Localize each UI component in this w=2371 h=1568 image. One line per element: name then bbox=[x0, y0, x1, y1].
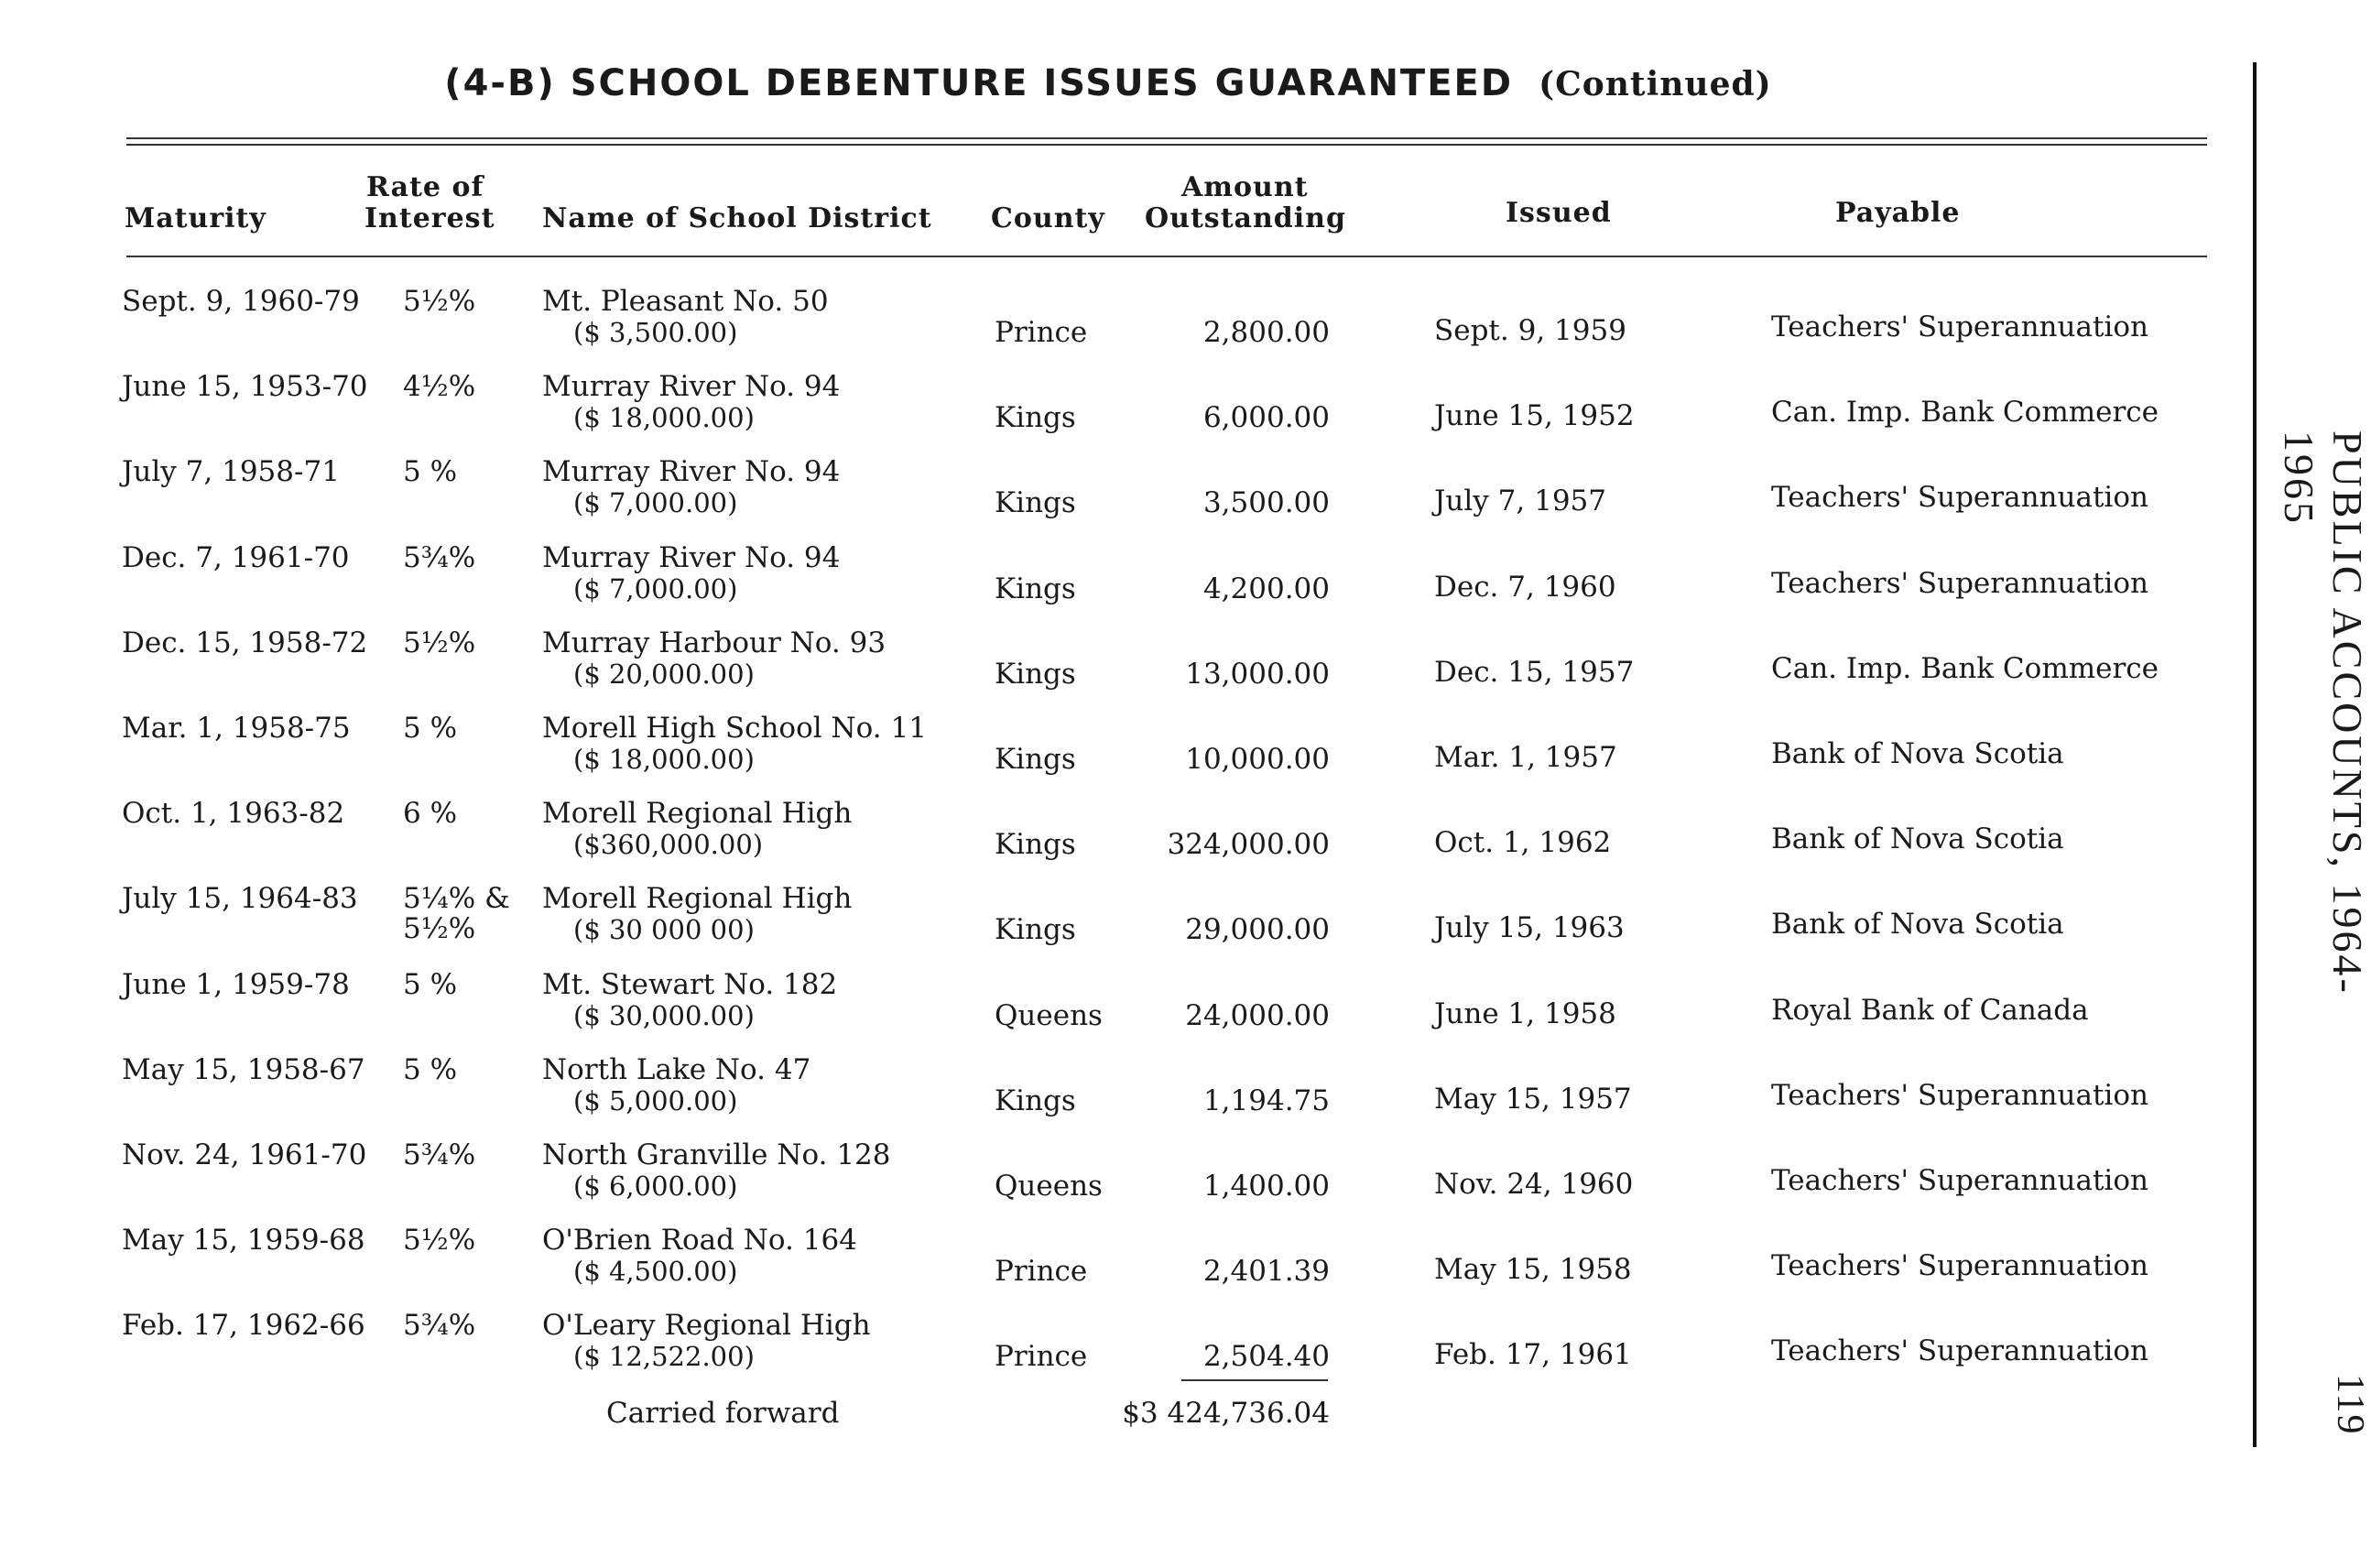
cell-maturity: July 7, 1958-71 bbox=[122, 455, 340, 488]
cell-original-amount: ($ 5,000.00) bbox=[573, 1085, 738, 1116]
header-rule bbox=[126, 256, 2207, 257]
carried-forward-total: $3 424,736.04 bbox=[1122, 1397, 1330, 1430]
cell-issued: July 7, 1957 bbox=[1434, 485, 1606, 517]
cell-district: Mt. Pleasant No. 50 bbox=[542, 285, 829, 318]
cell-maturity: Dec. 7, 1961-70 bbox=[122, 541, 350, 574]
cell-payable: Teachers' Superannuation bbox=[1771, 567, 2148, 600]
cell-maturity: June 15, 1953-70 bbox=[122, 370, 368, 403]
cell-rate: 5 % bbox=[403, 712, 458, 745]
cell-maturity: Dec. 15, 1958-72 bbox=[122, 626, 368, 659]
cell-amount-outstanding: 2,504.40 bbox=[1202, 1340, 1330, 1373]
top-rule-1 bbox=[126, 137, 2207, 139]
cell-maturity: Oct. 1, 1963-82 bbox=[122, 797, 345, 830]
cell-county: Queens bbox=[995, 1170, 1103, 1203]
top-rule-2 bbox=[126, 144, 2207, 146]
page-title bbox=[0, 62, 2216, 104]
cell-district: North Lake No. 47 bbox=[542, 1053, 811, 1086]
header-county: County bbox=[991, 202, 1105, 234]
carried-forward-label: Carried forward bbox=[606, 1397, 840, 1430]
cell-amount-outstanding: 2,800.00 bbox=[1202, 316, 1330, 349]
cell-issued: May 15, 1957 bbox=[1434, 1083, 1632, 1116]
cell-maturity: July 15, 1964-83 bbox=[122, 882, 358, 915]
cell-payable: Bank of Nova Scotia bbox=[1771, 822, 2064, 855]
cell-original-amount: ($ 4,500.00) bbox=[573, 1256, 738, 1287]
cell-district: Mt. Stewart No. 182 bbox=[542, 968, 838, 1001]
cell-district: O'Leary Regional High bbox=[542, 1309, 871, 1342]
cell-county: Kings bbox=[995, 572, 1076, 605]
cell-payable: Teachers' Superannuation bbox=[1771, 1079, 2148, 1112]
cell-district: Murray River No. 94 bbox=[542, 370, 841, 403]
cell-rate: 5 % bbox=[403, 455, 458, 488]
cell-rate: 6 % bbox=[403, 797, 458, 830]
title-suffix: (Continued) bbox=[1539, 65, 1772, 103]
cell-payable: Royal Bank of Canada bbox=[1771, 994, 2089, 1027]
cell-district: Morell High School No. 11 bbox=[542, 712, 927, 745]
cell-maturity: May 15, 1958-67 bbox=[122, 1053, 365, 1086]
cell-county: Kings bbox=[995, 743, 1076, 776]
cell-original-amount: ($ 30 000 00) bbox=[573, 914, 755, 945]
cell-district: Murray Harbour No. 93 bbox=[542, 626, 886, 659]
cell-amount-outstanding: 1,400.00 bbox=[1202, 1170, 1330, 1203]
header-rate-line1: Rate of bbox=[366, 171, 484, 203]
cell-issued: July 15, 1963 bbox=[1434, 911, 1625, 944]
cell-issued: Dec. 7, 1960 bbox=[1434, 571, 1616, 604]
cell-original-amount: ($ 20,000.00) bbox=[573, 659, 755, 690]
cell-county: Kings bbox=[995, 828, 1076, 861]
cell-maturity: Nov. 24, 1961-70 bbox=[122, 1138, 367, 1171]
header-amount-line1: Amount bbox=[1181, 171, 1309, 203]
cell-issued: Nov. 24, 1960 bbox=[1434, 1168, 1634, 1201]
cell-rate: 5¾% bbox=[403, 1138, 476, 1171]
cell-payable: Teachers' Superannuation bbox=[1771, 481, 2148, 514]
cell-rate: 5 % bbox=[403, 968, 458, 1001]
cell-county: Kings bbox=[995, 658, 1076, 691]
cell-amount-outstanding: 13,000.00 bbox=[1185, 658, 1330, 691]
cell-issued: June 1, 1958 bbox=[1434, 997, 1616, 1030]
cell-county: Queens bbox=[995, 999, 1103, 1032]
cell-district: Morell Regional High bbox=[542, 797, 853, 830]
cell-rate: 5¾% bbox=[403, 541, 476, 574]
cell-payable: Teachers' Superannuation bbox=[1771, 1334, 2148, 1367]
cell-county: Prince bbox=[995, 1340, 1088, 1373]
cell-county: Prince bbox=[995, 1255, 1088, 1288]
cell-maturity: Feb. 17, 1962-66 bbox=[122, 1309, 365, 1342]
cell-county: Kings bbox=[995, 913, 1076, 946]
cell-rate: 5½% bbox=[403, 626, 476, 659]
cell-district: Murray River No. 94 bbox=[542, 541, 841, 574]
cell-payable: Teachers' Superannuation bbox=[1771, 1249, 2148, 1282]
side-running-head: PUBLIC ACCOUNTS, 1964-1965 bbox=[2276, 430, 2371, 996]
margin-vertical-rule bbox=[2253, 62, 2257, 1447]
cell-amount-outstanding: 2,401.39 bbox=[1202, 1255, 1330, 1288]
cell-district: O'Brien Road No. 164 bbox=[542, 1224, 857, 1257]
cell-rate: 5¾% bbox=[403, 1309, 476, 1342]
cell-maturity: Sept. 9, 1960-79 bbox=[122, 285, 360, 318]
cell-amount-outstanding: 10,000.00 bbox=[1185, 743, 1330, 776]
cell-amount-outstanding: 1,194.75 bbox=[1202, 1084, 1330, 1117]
cell-original-amount: ($ 18,000.00) bbox=[573, 744, 755, 775]
cell-amount-outstanding: 4,200.00 bbox=[1202, 572, 1330, 605]
cell-amount-outstanding: 6,000.00 bbox=[1202, 401, 1330, 434]
cell-district: North Granville No. 128 bbox=[542, 1138, 891, 1171]
cell-issued: Feb. 17, 1961 bbox=[1434, 1338, 1632, 1371]
cell-county: Prince bbox=[995, 316, 1088, 349]
cell-original-amount: ($ 12,522.00) bbox=[573, 1341, 755, 1372]
cell-amount-outstanding: 324,000.00 bbox=[1167, 828, 1330, 861]
cell-payable: Can. Imp. Bank Commerce bbox=[1771, 396, 2159, 429]
cell-county: Kings bbox=[995, 401, 1076, 434]
header-amount-line2: Outstanding bbox=[1145, 202, 1346, 234]
cell-original-amount: ($ 3,500.00) bbox=[573, 317, 738, 348]
cell-original-amount: ($360,000.00) bbox=[573, 829, 764, 860]
cell-original-amount: ($ 18,000.00) bbox=[573, 402, 755, 433]
cell-issued: Sept. 9, 1959 bbox=[1434, 314, 1626, 347]
cell-county: Kings bbox=[995, 486, 1076, 519]
header-district: Name of School District bbox=[542, 202, 932, 234]
header-issued: Issued bbox=[1506, 197, 1612, 229]
cell-county: Kings bbox=[995, 1084, 1076, 1117]
header-rate-line2: Interest bbox=[364, 202, 495, 234]
cell-amount-outstanding: 3,500.00 bbox=[1202, 486, 1330, 519]
total-rule bbox=[1181, 1379, 1328, 1381]
cell-amount-outstanding: 29,000.00 bbox=[1185, 913, 1330, 946]
cell-original-amount: ($ 6,000.00) bbox=[573, 1171, 738, 1202]
cell-issued: June 15, 1952 bbox=[1434, 399, 1635, 432]
cell-original-amount: ($ 30,000.00) bbox=[573, 1000, 755, 1031]
cell-issued: Oct. 1, 1962 bbox=[1434, 826, 1612, 859]
cell-payable: Can. Imp. Bank Commerce bbox=[1771, 652, 2159, 685]
header-payable: Payable bbox=[1835, 197, 1961, 229]
cell-rate: 5 % bbox=[403, 1053, 458, 1086]
cell-rate: 4½% bbox=[403, 370, 476, 403]
cell-maturity: May 15, 1959-68 bbox=[122, 1224, 365, 1257]
cell-payable: Bank of Nova Scotia bbox=[1771, 908, 2064, 941]
page-number: 119 bbox=[2329, 1374, 2371, 1436]
cell-original-amount: ($ 7,000.00) bbox=[573, 573, 738, 604]
cell-district: Morell Regional High bbox=[542, 882, 853, 915]
title-text: (4-B) SCHOOL DEBENTURE ISSUES GUARANTEED bbox=[444, 62, 1514, 104]
header-maturity: Maturity bbox=[125, 202, 266, 234]
cell-payable: Teachers' Superannuation bbox=[1771, 1164, 2148, 1197]
cell-district: Murray River No. 94 bbox=[542, 455, 841, 488]
cell-rate: 5¼% & bbox=[403, 882, 510, 915]
cell-original-amount: ($ 7,000.00) bbox=[573, 487, 738, 518]
cell-amount-outstanding: 24,000.00 bbox=[1185, 999, 1330, 1032]
cell-issued: May 15, 1958 bbox=[1434, 1253, 1632, 1286]
cell-rate: 5½% bbox=[403, 285, 476, 318]
cell-payable: Teachers' Superannuation bbox=[1771, 310, 2148, 343]
cell-payable: Bank of Nova Scotia bbox=[1771, 737, 2064, 770]
cell-issued: Mar. 1, 1957 bbox=[1434, 741, 1617, 774]
cell-rate-second: 5½% bbox=[403, 912, 476, 945]
cell-maturity: Mar. 1, 1958-75 bbox=[122, 712, 351, 745]
cell-issued: Dec. 15, 1957 bbox=[1434, 656, 1635, 689]
cell-rate: 5½% bbox=[403, 1224, 476, 1257]
cell-maturity: June 1, 1959-78 bbox=[122, 968, 350, 1001]
